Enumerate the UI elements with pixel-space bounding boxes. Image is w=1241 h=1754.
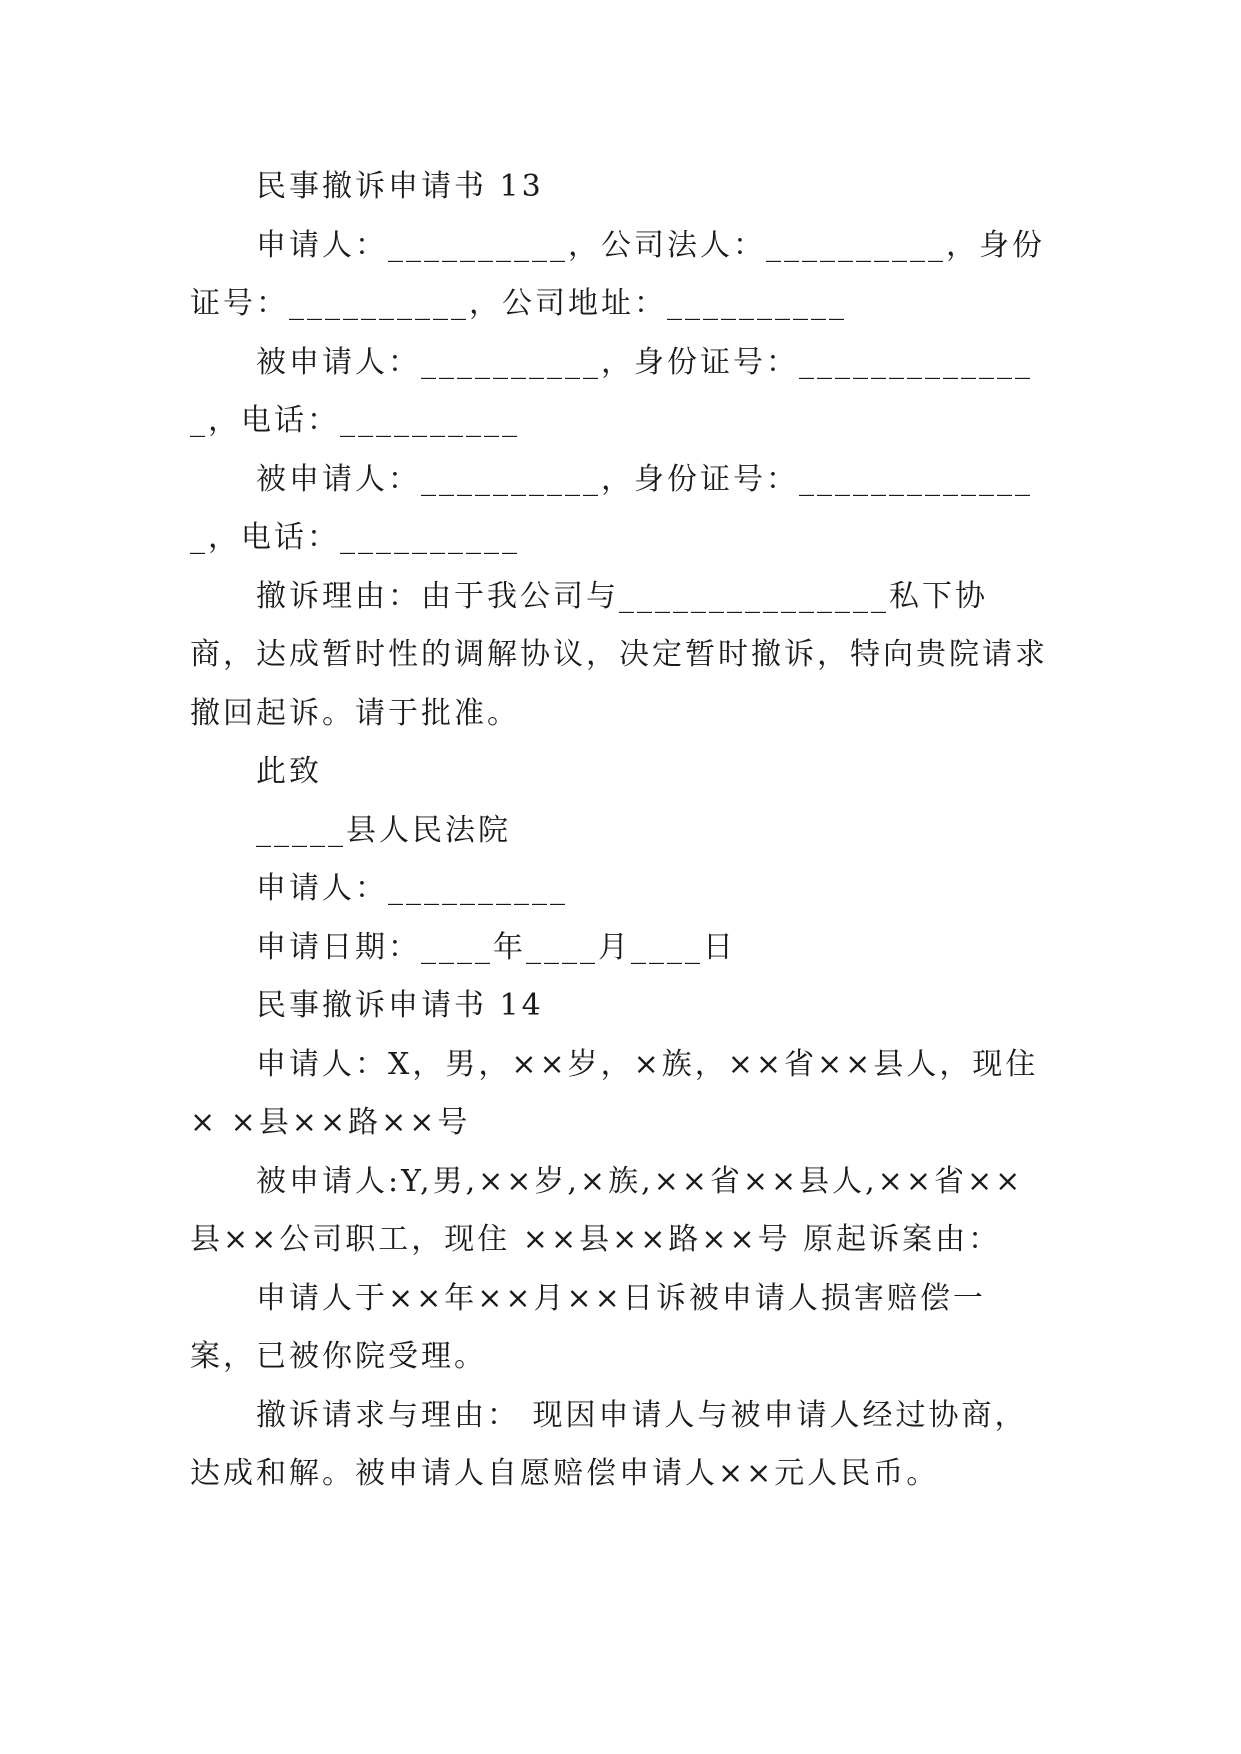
- document-title-13: 民事撤诉申请书 13: [256, 169, 544, 204]
- signature-applicant: 申请人：__________: [256, 871, 568, 906]
- case-accepted-paragraph: 申请人于××年××月××日诉被申请人损害赔偿一案，已被你院受理。: [190, 1280, 986, 1374]
- respondent-info-paragraph: 被申请人:Y,男,××岁,×族,××省××县人,××省××县××公司职工，现住 ××县××路××号 原起诉案由：: [190, 1163, 1024, 1257]
- applicant-paragraph: 申请人：__________，公司法人：__________，身份证号：__________，公司地址：__________: [190, 227, 1045, 321]
- document-title-14: 民事撤诉申请书 14: [256, 988, 544, 1023]
- salutation: 此致: [256, 754, 322, 789]
- court-name: _____县人民法院: [256, 812, 511, 848]
- document-body: [190, 158, 1050, 1504]
- application-date: 申请日期：____年____月____日: [256, 929, 736, 965]
- applicant-info-paragraph: 申请人：X，男，××岁，×族，××省××县人，现住× ×县××路××号: [190, 1046, 1039, 1140]
- withdrawal-request-paragraph: 撤诉请求与理由： 现因申请人与被申请人经过协商，达成和解。被申请人自愿赔偿申请人××元人民币。: [190, 1397, 1028, 1491]
- withdrawal-reason-paragraph: 撤诉理由：由于我公司与_______________私下协商，达成暂时性的调解协议，决定暂时撤诉，特向贵院请求撤回起诉。请于批准。: [190, 578, 1048, 731]
- respondent-paragraph-2: 被申请人：__________，身份证号：______________，电话：__________: [190, 461, 1033, 555]
- respondent-paragraph-1: 被申请人：__________，身份证号：______________，电话：__________: [190, 344, 1033, 438]
